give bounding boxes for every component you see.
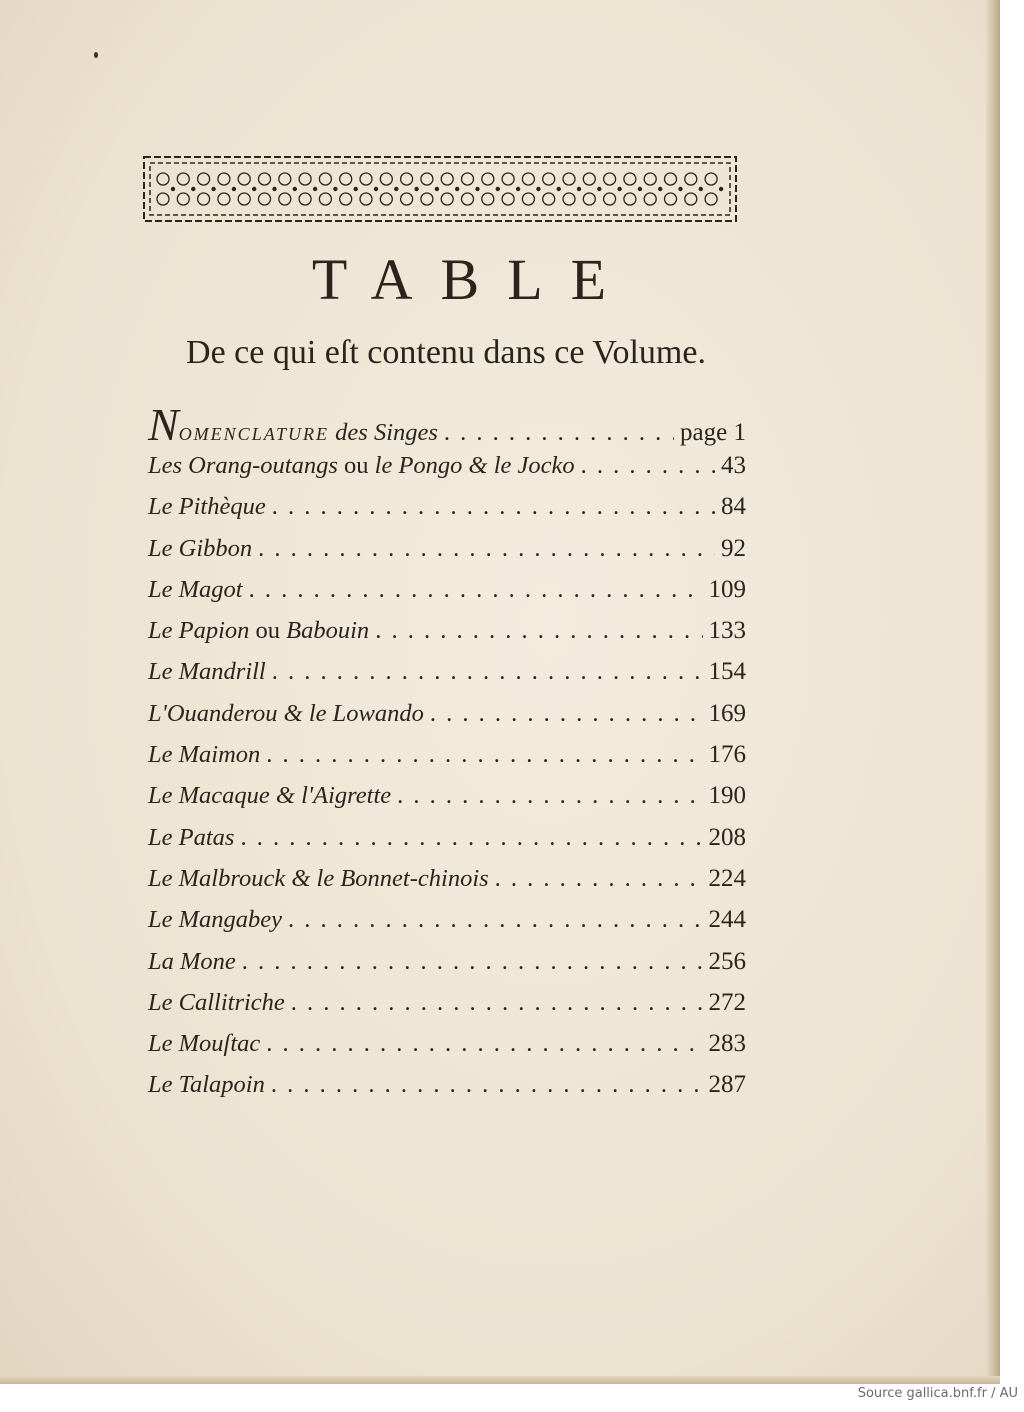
page-number: page 1 — [680, 419, 746, 446]
toc-entry — [148, 493, 746, 534]
page-number: 176 — [708, 741, 746, 769]
page-bottom-edge — [0, 1376, 1000, 1384]
dot-leader — [397, 782, 702, 810]
page-number: 154 — [708, 658, 746, 686]
toc-entry-title — [148, 576, 243, 604]
toc-entry-title — [148, 865, 489, 893]
toc-entry-title — [148, 906, 282, 934]
dot-leader — [266, 1030, 702, 1058]
table-of-contents — [148, 399, 746, 1113]
toc-entry — [148, 741, 746, 782]
dot-leader — [581, 452, 715, 480]
toc-entry-title — [148, 658, 266, 686]
title-text: Le Pithèque — [148, 493, 266, 521]
title-text: Le Magot — [148, 575, 243, 603]
title-text: Le Talapoin — [148, 1071, 265, 1099]
toc-entry-title — [148, 452, 575, 480]
title-text: La Mone — [148, 947, 236, 975]
toc-entry — [148, 865, 746, 906]
toc-entry-title — [148, 948, 236, 976]
title-text: L'Ouanderou & le Lowando — [148, 699, 424, 727]
toc-entry-title — [148, 824, 234, 852]
dot-leader — [272, 658, 703, 686]
ornament-band — [143, 156, 737, 222]
toc-entry-title — [148, 741, 260, 769]
toc-entry-title — [148, 782, 391, 810]
title-text: ou — [337, 452, 375, 479]
toc-entry-title — [148, 617, 369, 645]
page-number: 169 — [708, 699, 746, 727]
dot-leader — [271, 1071, 703, 1099]
dot-leader — [444, 419, 674, 447]
dot-leader — [288, 906, 702, 934]
dot-leader — [240, 824, 702, 852]
page-subtitle: De ce qui eſt contenu dans ce Volume. — [186, 334, 706, 371]
title-text: Le Maimon — [148, 741, 261, 769]
dot-leader — [242, 948, 703, 976]
dot-leader — [272, 493, 715, 521]
dot-leader — [495, 865, 703, 893]
title-text: Les Orang-outangs — [148, 452, 338, 479]
page-edge — [986, 0, 1000, 1384]
toc-entry — [148, 948, 746, 989]
toc-entry — [148, 906, 746, 947]
page-title: TABLE — [311, 247, 635, 312]
toc-entry — [148, 989, 746, 1030]
toc-entry — [148, 576, 746, 617]
dot-leader — [249, 576, 703, 604]
title-text: Le Mangabey — [148, 906, 283, 934]
toc-entry — [148, 452, 746, 493]
toc-entry-title — [148, 1030, 260, 1058]
toc-entry — [148, 1071, 746, 1112]
title-text: Le Callitriche — [148, 988, 285, 1016]
toc-entry — [148, 782, 746, 823]
toc-entry — [148, 617, 746, 658]
title-text: Le Patas — [148, 823, 235, 851]
page-number: 244 — [708, 906, 746, 934]
toc-entry — [148, 1030, 746, 1071]
toc-entry — [148, 399, 746, 452]
toc-entry-title — [148, 1071, 265, 1099]
toc-entry-title — [148, 989, 285, 1017]
toc-entry-title — [148, 399, 438, 450]
ink-speck — [94, 52, 98, 58]
toc-entry-title — [148, 535, 252, 563]
page-number: 283 — [708, 1030, 746, 1058]
toc-entry — [148, 824, 746, 865]
page-number: 224 — [708, 864, 746, 892]
dot-leader — [430, 700, 703, 728]
dot-leader — [266, 741, 702, 769]
dot-leader — [258, 535, 715, 563]
title-text: Le Mouſtac — [148, 1030, 261, 1058]
toc-entry-title — [148, 700, 424, 728]
page-number: 287 — [708, 1071, 746, 1099]
page-number: 256 — [708, 947, 746, 975]
page-number: 109 — [708, 575, 746, 603]
toc-entry-title — [148, 493, 266, 521]
title-text: Le Gibbon — [148, 534, 253, 562]
title-text: le Pongo & le Jocko — [374, 452, 575, 479]
page-number: 272 — [708, 988, 746, 1016]
toc-entry — [148, 700, 746, 741]
dot-leader — [375, 617, 702, 645]
page-number: 43 — [721, 452, 746, 479]
small-caps-text: OMENCLATURE — [178, 424, 330, 444]
title-text: Le Macaque & l'Aigrette — [148, 782, 392, 810]
drop-cap: N — [148, 399, 179, 450]
page-number: 208 — [708, 823, 746, 851]
title-text: Le Malbrouck & le Bonnet-chinois — [148, 864, 489, 892]
source-credit: Source gallica.bnf.fr / AU — [857, 1386, 1018, 1401]
title-text: ou — [249, 617, 287, 645]
toc-entry — [148, 658, 746, 699]
title-text: des Singes — [329, 419, 438, 446]
title-text: Le Papion — [148, 617, 250, 645]
toc-entry — [148, 535, 746, 576]
page-number: 133 — [708, 617, 746, 645]
page-number: 92 — [721, 534, 746, 562]
page-number: 190 — [708, 782, 746, 810]
page-number: 84 — [721, 493, 746, 521]
title-text: Babouin — [286, 617, 370, 645]
title-text: Le Mandrill — [148, 658, 266, 686]
dot-leader — [291, 989, 703, 1017]
